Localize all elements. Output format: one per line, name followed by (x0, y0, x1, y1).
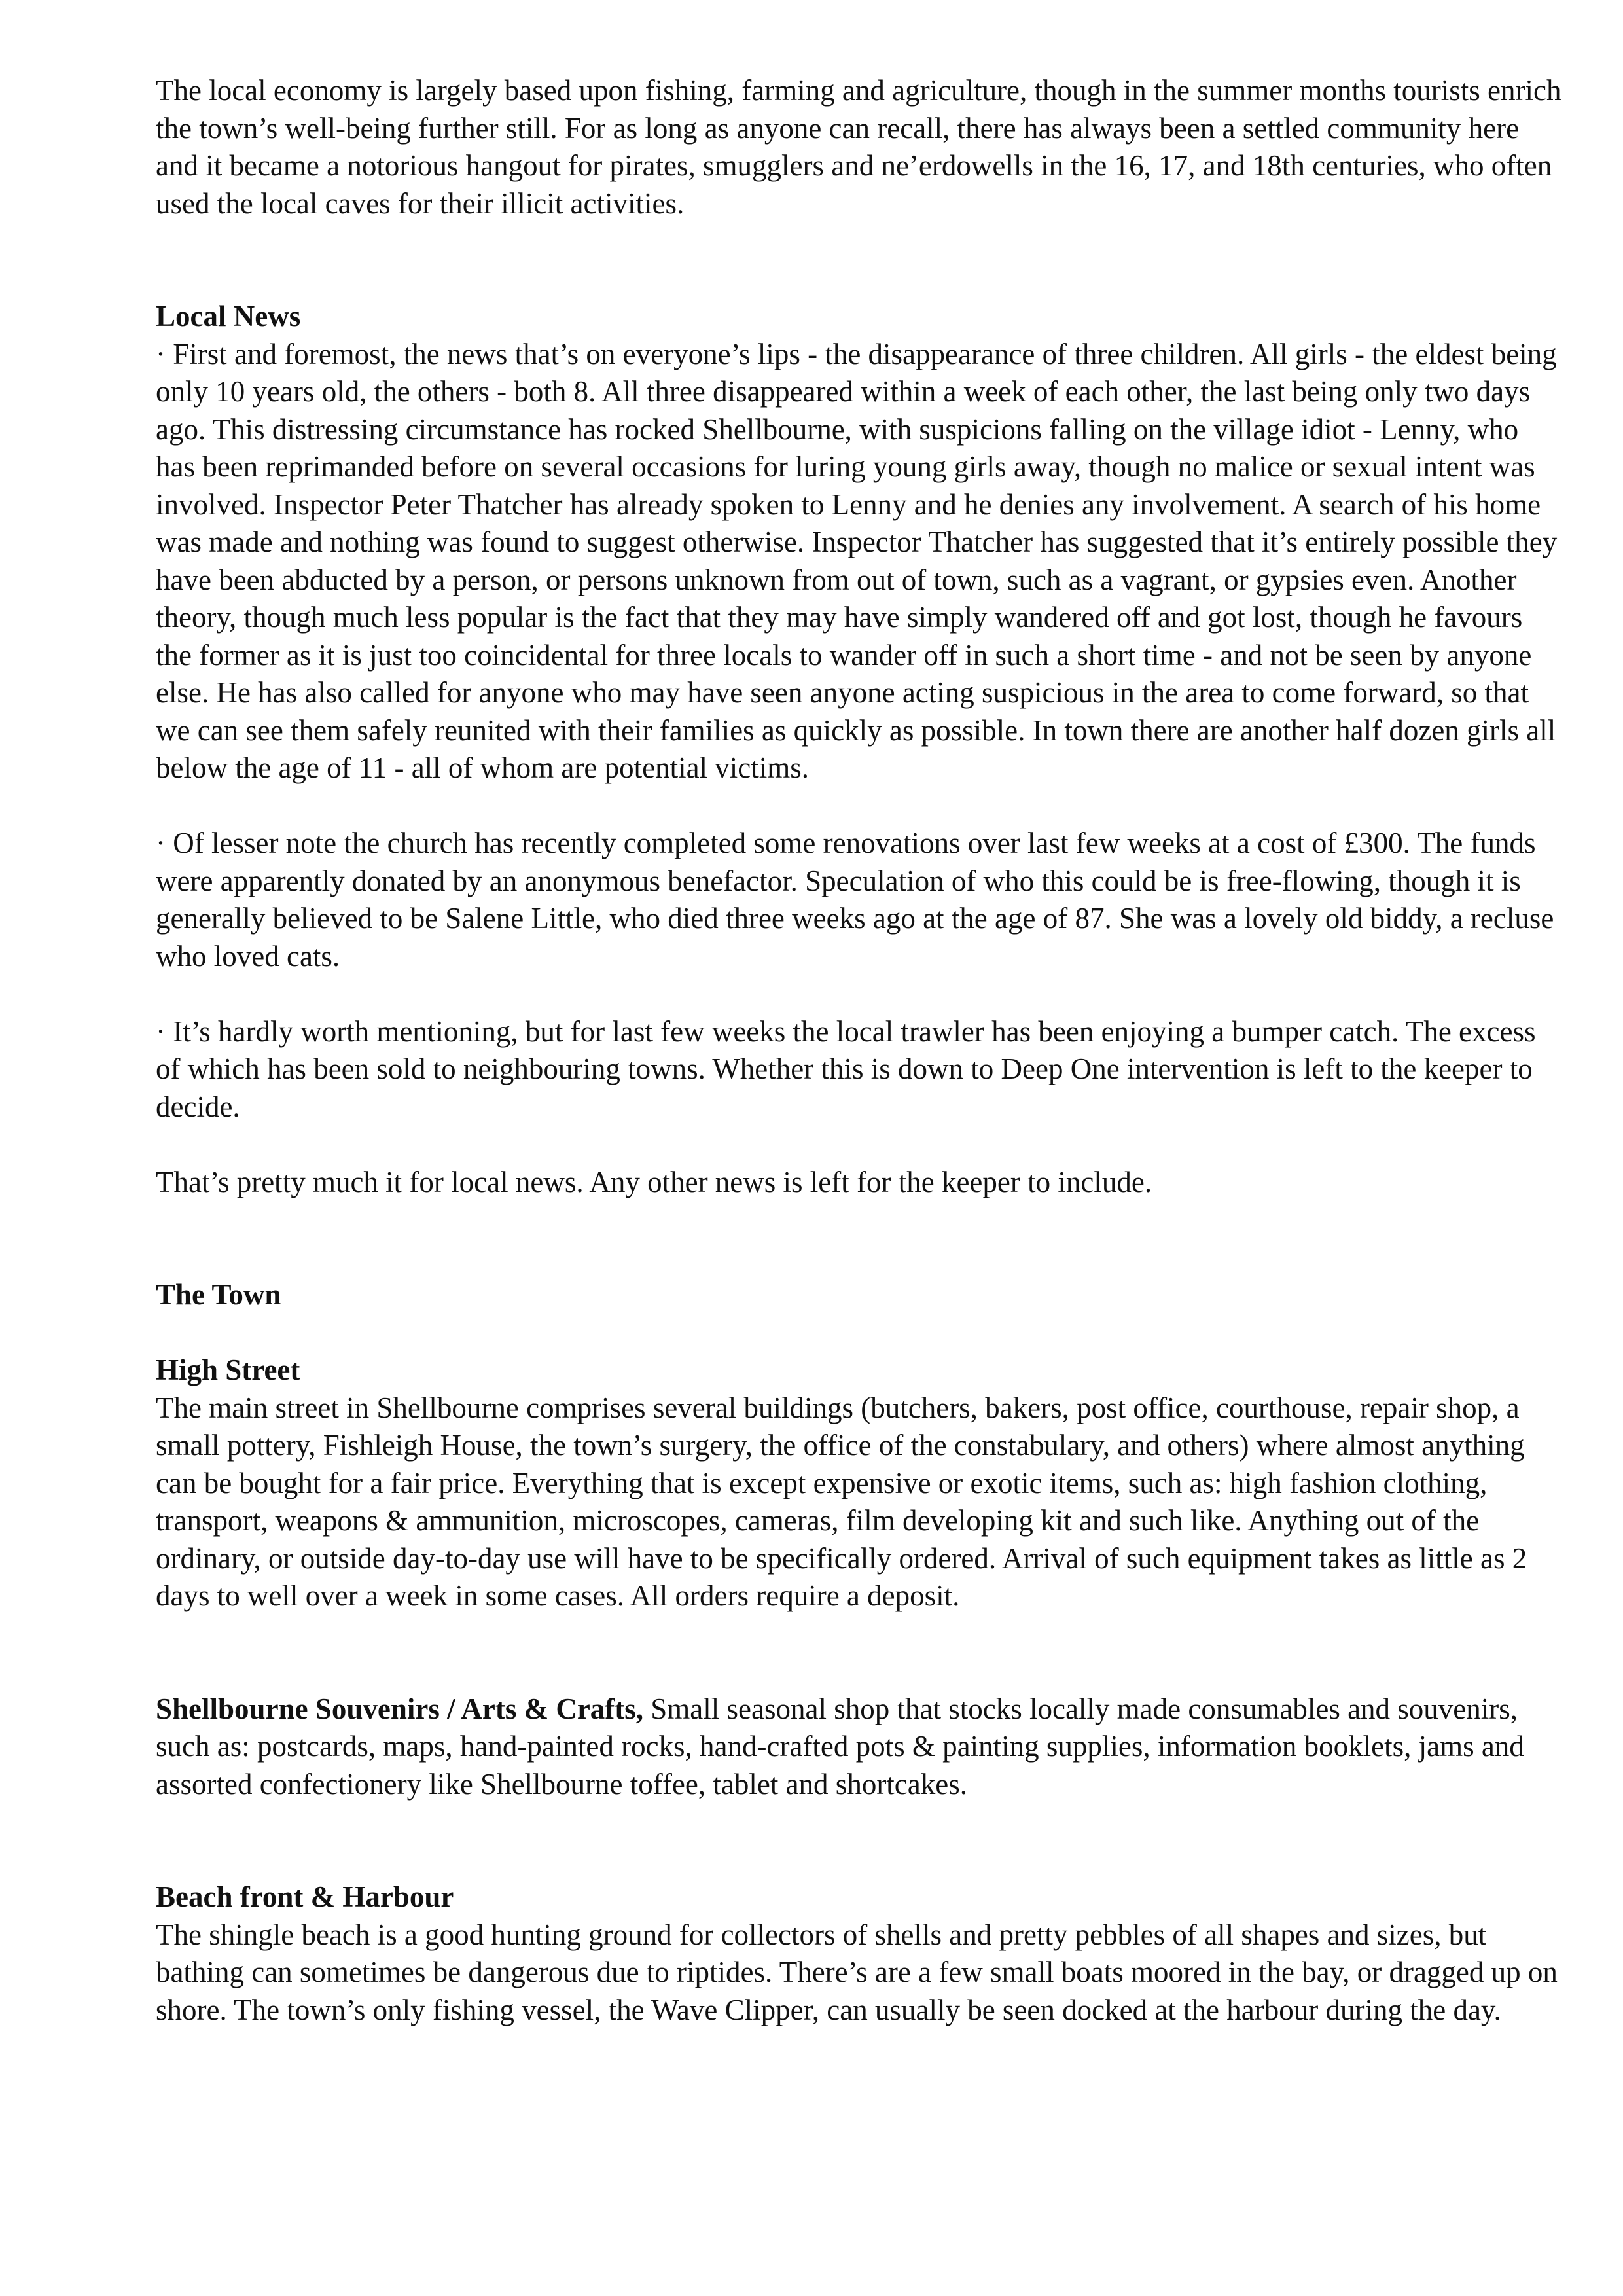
spacer (156, 1314, 1563, 1352)
spacer (156, 787, 1563, 825)
souvenirs-text: Small seasonal shop that stocks locally made consumables and souvenirs, such as: postcards, maps, hand-painted rocks, hand-crafted pots & painting supplies, information booklets, jams and assorted confectionery like Shellbourne toffee, tablet and shortcakes. (156, 1692, 1524, 1801)
spacer (156, 1201, 1563, 1276)
spacer (156, 1803, 1563, 1878)
spacer (156, 1615, 1563, 1691)
beach-text: The shingle beach is a good hunting ground for collectors of shells and pretty pebbles of all shapes and sizes, but bathing can sometimes be dangerous due to riptides. There’s are a few small boats moored in the bay, or dragged up on shore. The town’s only fishing vessel, the Wave Clipper, can usually be seen docked at the harbour during the day. (156, 1918, 1558, 2026)
local-news-item-disappearances: · First and foremost, the news that’s on everyone’s lips - the disappearance of three children. All girls - the eldest being only 10 years old, the others - both 8. All three disappeared within a week of each other, the last being only two days ago. This distressing circumstance has rocked Shellbourne, with suspicions falling on the village idiot - Lenny, who has been reprimanded before on several occasions for luring young girls away, though no malice or sexual intent was involved. Inspector Peter Thatcher has already spoken to Lenny and he denies any involvement. A search of his home was made and nothing was found to suggest otherwise. Inspector Thatcher has suggested that it’s entirely possible they have been abducted by a person, or persons unknown from out of town, such as a vagrant, or gypsies even. Another theory, though much less popular is the fact that they may have simply wandered off and got lost, though he favours the former as it is just too coincidental for three locals to wander off in such a short time - and not be seen by anyone else. He has also called for anyone who may have seen anyone acting suspicious in the area to come forward, so that we can see them safely reunited with their families as quickly as possible. In town there are another half dozen girls all below the age of 11 - all of whom are potential victims. (156, 337, 1558, 784)
spacer (156, 1126, 1563, 1164)
high-street-heading: High Street (156, 1354, 300, 1386)
souvenirs-paragraph (156, 1691, 1563, 1804)
high-street-text: The main street in Shellbourne comprises several buildings (butchers, bakers, post office, courthouse, repair shop, a small pottery, Fishleigh House, the town’s surgery, the office of the constabulary, and others) where almost anything can be bought for a fair price. Everything that is except expensive or exotic items, such as: high fashion clothing, transport, weapons & ammunition, microscopes, cameras, film developing kit and such like. Anything out of the ordinary, or outside day-to-day use will have to be specifically ordered. Arrival of such equipment takes as little as 2 days to well over a week in some cases. All orders require a deposit. (156, 1391, 1527, 1612)
spacer (156, 975, 1563, 1013)
beach-heading: Beach front & Harbour (156, 1880, 454, 1913)
local-news-item-trawler: · It’s hardly worth mentioning, but for last few weeks the local trawler has been enjoying a bumper catch. The excess of which has been sold to neighbouring towns. Whether this is down to Deep One intervention is left to the keeper to decide. (156, 1014, 1536, 1123)
spacer (156, 223, 1563, 298)
local-news-closing: That’s pretty much it for local news. Any other news is left for the keeper to include. (156, 1165, 1152, 1198)
local-news-item-church: · Of lesser note the church has recently completed some renovations over last few weeks at a cost of £300. The funds were apparently donated by an anonymous benefactor. Speculation of who this could be is free-flowing, though it is generally believed to be Salene Little, who died three weeks ago at the age of 87. She was a lovely old biddy, a recluse who loved cats. (156, 827, 1554, 973)
local-news-heading: Local News (156, 300, 301, 332)
souvenirs-heading: Shellbourne Souvenirs / Arts & Crafts, (156, 1692, 644, 1725)
intro-paragraph: The local economy is largely based upon fishing, farming and agriculture, though in the summer months tourists enrich the town’s well-being further still. For as long as anyone can recall, there has always been a settled community here and it became a notorious hangout for pirates, smugglers and ne’erdowells in the 16, 17, and 18th centuries, who often used the local caves for their illicit activities. (156, 74, 1561, 220)
document-page (156, 72, 1563, 2029)
the-town-heading: The Town (156, 1278, 281, 1311)
